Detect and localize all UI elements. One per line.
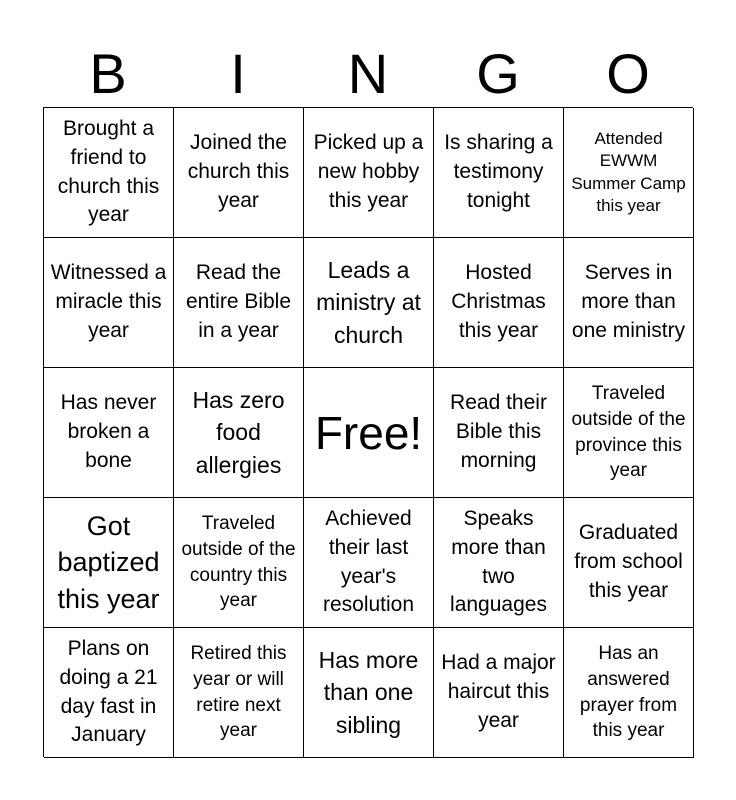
- header-letter-g: G: [476, 42, 520, 105]
- bingo-cell-r4c4[interactable]: [434, 498, 564, 628]
- cell-text: Has an answered prayer from this year: [579, 643, 678, 742]
- bingo-cell-r4c3[interactable]: [304, 498, 434, 628]
- bingo-cell-r1c4[interactable]: [434, 108, 564, 238]
- bingo-cell-r5c2[interactable]: [174, 628, 304, 758]
- cell-text: Got baptized this year: [57, 510, 160, 614]
- cell-text: Leads a ministry at church: [316, 256, 421, 348]
- cell-text: Picked up a new hobby this year: [313, 131, 424, 212]
- cell-text: Serves in more than one ministry: [571, 261, 686, 342]
- header-letter-o: O: [606, 42, 650, 105]
- bingo-cell-r2c3[interactable]: [304, 238, 434, 368]
- cell-text: Traveled outside of the country this year: [181, 513, 296, 612]
- cell-text: Brought a friend to church this year: [57, 116, 160, 227]
- cell-text: Joined the church this year: [187, 131, 290, 212]
- bingo-cell-r5c5[interactable]: [564, 628, 694, 758]
- cell-text: Read the entire Bible in a year: [185, 261, 292, 342]
- bingo-cell-r1c2[interactable]: [174, 108, 304, 238]
- header-letter-b: B: [89, 42, 127, 105]
- bingo-cell-r4c2[interactable]: [174, 498, 304, 628]
- header-letter-i: I: [230, 42, 246, 105]
- bingo-cell-r3c2[interactable]: [174, 368, 304, 498]
- cell-text: Has more than one sibling: [318, 646, 419, 738]
- bingo-cell-r5c3[interactable]: [304, 628, 434, 758]
- bingo-grid: [43, 107, 693, 757]
- cell-text: Hosted Christmas this year: [451, 261, 546, 342]
- cell-text: Retired this year or will retire next year: [190, 643, 287, 742]
- bingo-cell-r5c1[interactable]: [44, 628, 174, 758]
- bingo-header: [43, 40, 693, 108]
- bingo-cell-r4c5[interactable]: [564, 498, 694, 628]
- cell-text: Read their Bible this morning: [450, 391, 547, 472]
- cell-text: Graduated from school this year: [574, 521, 683, 602]
- bingo-cell-r4c1[interactable]: [44, 498, 174, 628]
- free-space-cell[interactable]: [304, 368, 434, 498]
- bingo-cell-r5c4[interactable]: [434, 628, 564, 758]
- bingo-cell-r1c1[interactable]: [44, 108, 174, 238]
- bingo-cell-r2c4[interactable]: [434, 238, 564, 368]
- bingo-cell-r2c1[interactable]: [44, 238, 174, 368]
- cell-text: Speaks more than two languages: [450, 506, 547, 617]
- bingo-cell-r2c5[interactable]: [564, 238, 694, 368]
- cell-text: Has zero food allergies: [192, 386, 285, 478]
- cell-text: Attended EWWM Summer Camp this year: [571, 129, 686, 215]
- cell-text: Plans on doing a 21 day fast in January: [59, 636, 158, 747]
- cell-text: Achieved their last year's resolution: [322, 506, 415, 617]
- bingo-cell-r1c5[interactable]: [564, 108, 694, 238]
- bingo-cell-r3c5[interactable]: [564, 368, 694, 498]
- cell-text: Is sharing a testimony tonight: [444, 131, 553, 212]
- cell-text: Traveled outside of the province this year: [571, 383, 686, 482]
- free-space-text: Free!: [314, 406, 423, 459]
- cell-text: Witnessed a miracle this year: [50, 261, 167, 342]
- cell-text: Had a major haircut this year: [441, 651, 556, 732]
- bingo-cell-r3c1[interactable]: [44, 368, 174, 498]
- bingo-cell-r3c4[interactable]: [434, 368, 564, 498]
- header-letter-n: N: [347, 42, 389, 105]
- cell-text: Has never broken a bone: [60, 391, 157, 472]
- bingo-cell-r1c3[interactable]: [304, 108, 434, 238]
- bingo-cell-r2c2[interactable]: [174, 238, 304, 368]
